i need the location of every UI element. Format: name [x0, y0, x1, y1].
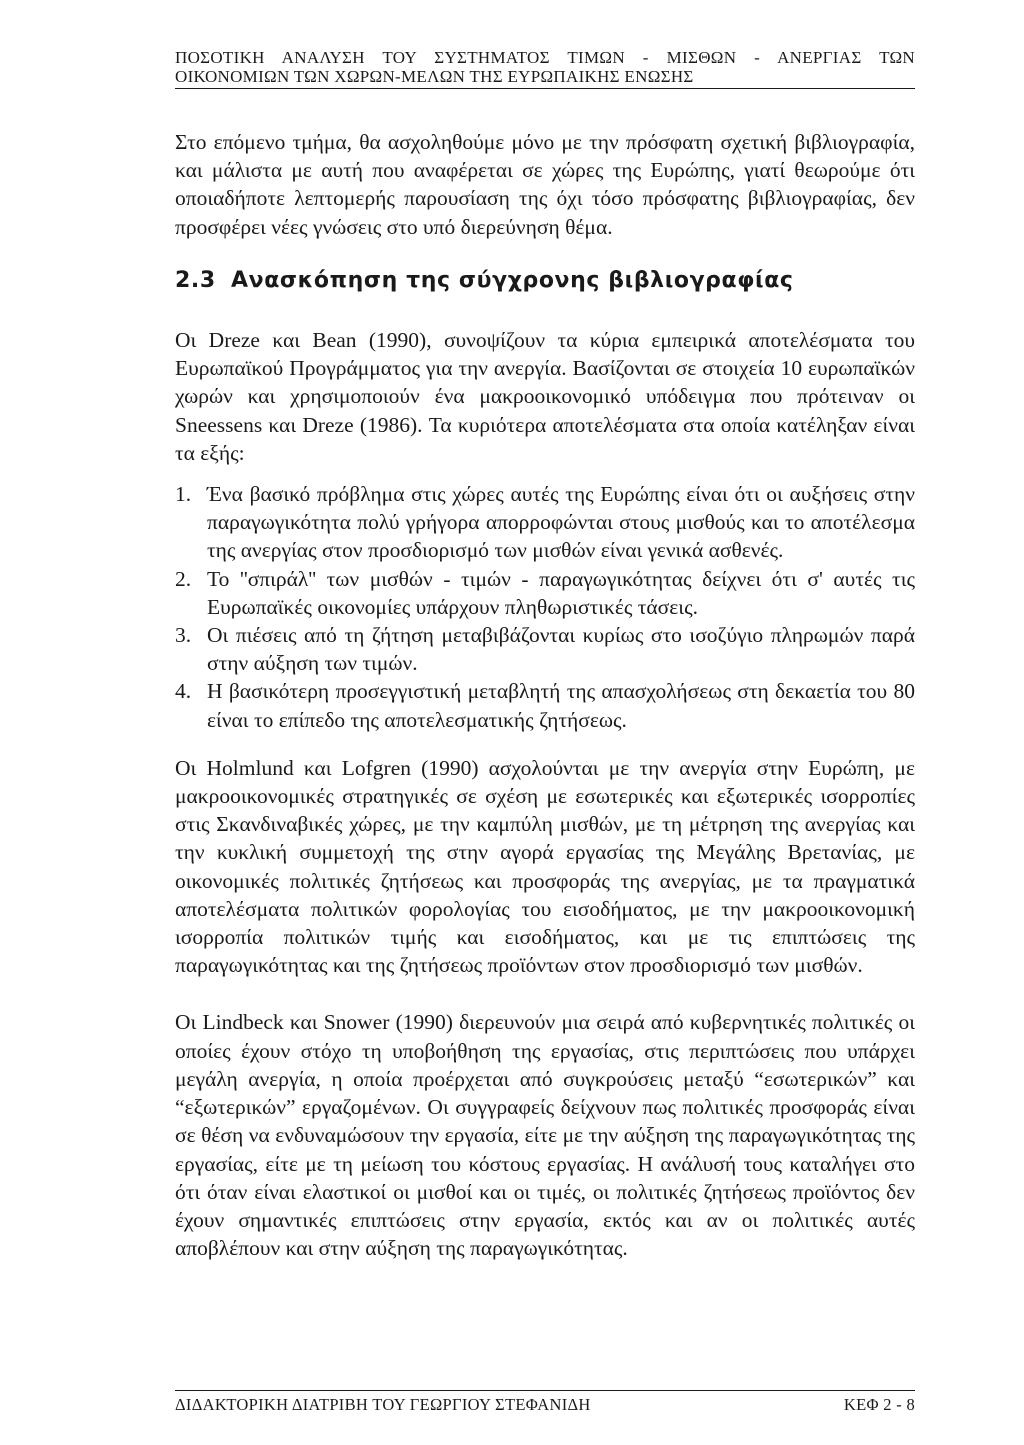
header-line-2: ΟΙΚΟΝΟΜΙΩΝ ΤΩΝ ΧΩΡΩΝ-ΜΕΛΩΝ ΤΗΣ ΕΥΡΩΠΑΙΚΗΣ ΕΝΩΣΗΣ	[175, 67, 694, 86]
list-item-text: Οι πιέσεις από τη ζήτηση μεταβιβάζονται κυρίως στο ισοζύγιο πληρωμών παρά στην αύξηση των τιμών.	[207, 623, 915, 676]
list-item-text: Ένα βασικό πρόβλημα στις χώρες αυτές της Ευρώπης είναι ότι οι αυξήσεις στην παραγωγικότητα πολύ γρήγορα απορροφώνται στους μισθούς και το αποτέλεσμα της ανεργίας στον προσδιορισμό των μισθών είναι γενικά ασθενές.	[207, 482, 915, 563]
list-item-number: 2.	[175, 566, 192, 591]
header-line-1: ΠΟΣΟΤΙΚΗ ΑΝΑΛΥΣΗ ΤΟΥ ΣΥΣΤΗΜΑΤΟΣ ΤΙΜΩΝ - ΜΙΣΘΩΝ - ΑΝΕΡΓΙΑΣ ΤΩΝ	[175, 48, 915, 67]
section-title: Ανασκόπηση της σύγχρονης βιβλιογραφίας	[231, 267, 794, 293]
list-item-text: Η βασικότερη προσεγγιστική μεταβλητή της απασχολήσεως στη δεκαετία του 80 είναι το επίπεδο της αποτελεσματικής ζητήσεως.	[207, 679, 915, 732]
list-item	[175, 480, 915, 565]
page-number: ΚΕΦ 2 - 8	[843, 1395, 915, 1414]
list-item-number: 3.	[175, 623, 192, 648]
section-number: 2.3	[175, 267, 216, 293]
list-item	[175, 621, 915, 677]
paragraph-lindbeck-snower: Οι Lindbeck και Snower (1990) διερευνούν μια σειρά από κυβερνητικές πολιτικές οι οποίες έχουν στόχο τη υποβοήθηση της εργασίας, στις περιπτώσεις που υπάρχει μεγάλη ανεργία, η οποία προέρχεται από συγκρούσεις μεταξύ “εσωτερικών” και “εξωτερικών” εργαζομένων. Οι συγγραφείς δείχνουν πως πολιτικές προσφοράς είναι σε θέση να ενδυναμώσουν την εργασία, είτε με την αύξηση της παραγωγικότητας της εργασίας, είτε με τη μείωση του κόστους εργασίας. Η ανάλυσή τους καταλήγει στο ότι όταν είναι ελαστικοί οι μισθοί και οι τιμές, οι πολιτικές ζητήσεως προϊόντος δεν έχουν σημαντικές επιπτώσεις στην εργασία, εκτός και αν οι πολιτικές αυτές αποβλέπουν και στην αύξηση της παραγωγικότητας.	[175, 1010, 915, 1261]
intro-paragraph: Στο επόμενο τμήμα, θα ασχοληθούμε μόνο με την πρόσφατη σχετική βιβλιογραφία, και μάλιστα με αυτή που αναφέρεται σε χώρες της Ευρώπης, γιατί θεωρούμε ότι οποιαδήποτε λεπτομερής παρουσίαση της όχι τόσο πρόσφατης βιβλιογραφίας, δεν προσφέρει νέες γνώσεις στο υπό διερεύνηση θέμα.	[175, 130, 915, 239]
footer-author: ΔΙΔΑΚΤΟΡΙΚΗ ΔΙΑΤΡΙΒΗ ΤΟΥ ΓΕΩΡΓΙΟΥ ΣΤΕΦΑΝΙΔΗ	[175, 1395, 591, 1414]
list-item	[175, 565, 915, 621]
paragraph-dreze-bean: Οι Dreze και Bean (1990), συνοψίζουν τα κύρια εμπειρικά αποτελέσματα του Ευρωπαϊκού Προγράμματος για την ανεργία. Βασίζονται σε στοιχεία 10 ευρωπαϊκών χωρών και χρησιμοποιούν ένα μακροοικονομικό υπόδειγμα που πρότειναν οι Sneessens και Dreze (1986). Τα κυριότερα αποτελέσματα στα οποία κατέληξαν είναι τα εξής:	[175, 328, 915, 465]
running-footer	[175, 1390, 915, 1415]
findings-list	[175, 480, 915, 734]
list-item-number: 4.	[175, 679, 192, 704]
list-item-text: Το ''σπιράλ'' των μισθών - τιμών - παραγωγικότητας δείχνει ότι σ' αυτές τις Ευρωπαϊκές οικονομίες υπάρχουν πληθωριστικές τάσεις.	[207, 566, 915, 619]
paragraph-holmlund-lofgren: Οι Holmlund και Lofgren (1990) ασχολούνται με την ανεργία στην Ευρώπη, με μακροοικονομικές στρατηγικές σε σχέση με εσωτερικές και εξωτερικές ισορροπίες στις Σκανδιναβικές χώρες, με την καμπύλη μισθών, με τη μέτρηση της ανεργίας και την κυκλική συμμετοχή της στην αγορά εργασίας της Μεγάλης Βρετανίας, με οικονομικές πολιτικές ζητήσεως και προσφοράς της ανεργίας, με τα πραγματικά αποτελέσματα πολιτικών φορολογίας του εισοδήματος, με την μακροοικονομική ισορροπία πολιτικών τιμής και εισοδήματος, και με τις επιπτώσεις της παραγωγικότητας και της ζητήσεως προϊόντων στον προσδιορισμό των μισθών.	[175, 755, 915, 978]
list-item	[175, 677, 915, 733]
page-body	[175, 128, 915, 1262]
running-header	[175, 48, 915, 89]
list-item-number: 1.	[175, 482, 192, 507]
section-heading	[175, 267, 915, 295]
